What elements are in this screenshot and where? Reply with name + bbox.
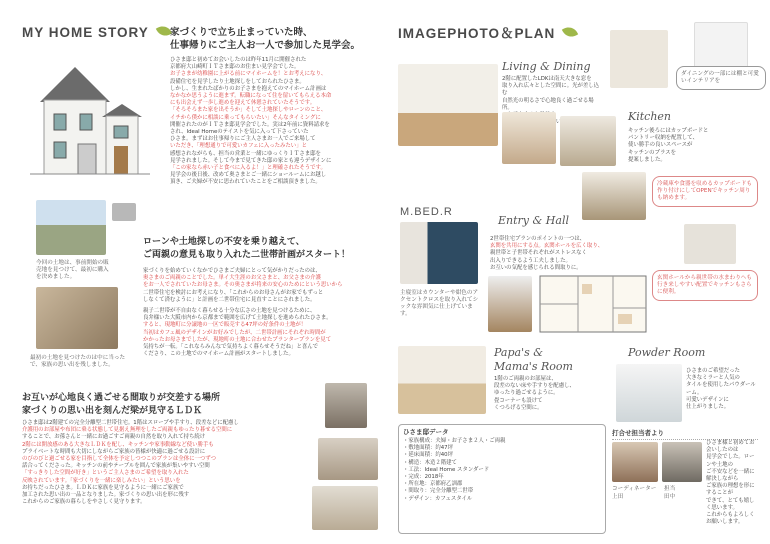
caption-land: 今回の土地は、事前開始の販売地を見つけて、最初に購入を決めました。 [36,260,109,280]
stair-photo [488,276,532,332]
mbed-text: 主寝室はカウンターや紺色のアクセントクロスを取り入れてシックな雰囲気に仕上げています。 [400,290,479,317]
house-illustration [30,62,150,182]
staff1-role: コーディネーター [612,486,657,492]
powder-text: ひさまのご希望だった 大きなミラーと人気の タイルを使用したパウダールーム。 可愛いデザインに 仕上がりました。 [686,368,756,411]
headline-2: 仕事帰りにご主人お一人で参加した見学会。 [170,40,361,51]
ldk-text: ひさま邸は2階建ての完全分離型二世帯住宅。1階はスロープや手すり、段差などに配慮し 介護用のお部屋や布団に乗る状態して見据え無理をしたご両親もゆったり暮せる空間に することで、お孫さんと一緒にお過ごすご両親の自然を取り入れて持ち続け 2階には開放感のある大きなＬＤＫを配し、キッチンや家事動線など使い勝手も プライベートな時間も大切にしながらご家族の皆様が快適に過ごせる設計に のびのびと過ごせる家を目指して全体を予定しつつこのプランは全体に一つずつ 話合ってくださった。キッチンの前やテーブルを囲んで家族が集いやすい空間 「すっきりした空間が好き」というご主人さまのご希望を取り入れた 反映されています。「家づくりを一緒に楽しみたい」という思いを お持ちだったひさま。ＬＤＫに家族を見守るように一緒にご家族で 加工された思い出の一品となりました。家づくりの思い出を形に残す これからのご家族の暮らしをやさしく見守ります。 [22,420,239,506]
loan-text: 家づくりを始めていくなかでひさまご夫婦にとって気がかりだったのは、 奥さまのご両親のことでした。単イ大生涯のお父さまと、お父さまの介護 をお一人でされていたお母さま。その奥さまが将来の安心のためにという思いから 二世帯住宅を検討にお考えになり、「これからのお母さんがお家でもずっと しなくて済むように」と計画を二世帯住宅に見直すことにされました。 親子二世帯が不自由なく暮らせる十分な広さの土地を見つけるために、 良弁様いた大阪市内から京都まで範囲を広げて土地探しを進められたひさま。 すると、現地町に分譲地の一区で販売する47坪の好条件の土地が！ 当初はカフェ風のデザインがお好みでしたが、二世帯計画にそれぞれ時間が かかったお母さまでしたが、現地町の土地に合わせたプランタープランを見て 気持ちが一転。「これならみんなで気持ちよく暮らせそうだね」と喜んで くださり、この土地でのマイホーム計画がスタートしました。 [143,268,343,358]
powder-photo [616,364,682,422]
ldk-headline-2: 家づくりの思い出を刻んだ梁が見守るＬＤＫ [22,406,203,416]
staff-box [612,428,758,532]
staff2-name: 田中 [664,494,676,500]
living-title: Living & Dining [502,60,591,73]
kitchen-title: Kitchen [628,110,671,123]
caption-family: 最初の土地を見つけたのは中に当ったで、家族の思い出を残しました。 [30,355,126,368]
intro-text: ひさま邸と初めてお会いしたのは昨年11月に開催された 京都府大山崎町ＩＴさま邸のお住まい見学会でした。 お子さまが幼稚園に上がる前にマイホームを！とお考えになり、 設備住宅を見学したり土地探しをしておられたひさま。 しかし、生まれたばかりのお子さまを抱えてのマイホーム計画は なかなか思うように進まず。転職になって住を留いてもらえる本命 にも出会えず一歩し進めを迎えて休憩されていたそうです。 「そろそろまた家を出そうか」そして土地探しやローンのこと、 イチから僕かに相談に乗ってもらいたい」そんなタイミングに 開催されたのがＩＴさま邸見学会でした。実は2年前に資料請求を され、Ideal Homeのテイストを気に入って下さっていた ひさま。まずはお仕事帰りにご主人さまお一人でご来場して いただき、「理想通りで可愛いカフェに入ったみたい」と 感想されながらも、担当の営業と一緒にゆっくりＩＴさま邸を 見学されました。そして今まで見てきた邸の家とも違うデザインに 「この家なら赤い子と食べに入るよ！」と理確されたそうです。 見学会の後日後、改めて奥さまとご一緒にショールームにお越し 頂き、ご夫婦が不安に思われていたことをご相談頂きました。 [170,57,332,186]
living-text: 2階に配置したLDKは南天大きな窓を 取り入れ広々とした空間に。光が差し込む 自然光の明るさで心地良く過ごせる場所。 [502,76,600,111]
kitchen-photo-2 [582,172,646,220]
family-photo [36,287,118,349]
living-photo [398,64,498,146]
headline-1: 家づくりで立ち止まっていた時、 [170,27,313,38]
leaf-icon [562,24,578,40]
papas-title-2: Mama's Room [494,360,573,373]
data-title: ひさま邸データ [403,428,449,436]
data-list: ・家族構成：夫婦・お子さま２人・ご両親 ・敷地面積：約47坪 ・延床面積：約40坪 ・構造：木造２階建て ・工法：Ideal Home スタンダード ・完成：2018年 ・所在地：京都府乙訓郡 ・間取り：完全分離型二世帯 ・デザイン：カフェスタイル [403,438,506,502]
entry-title: Entry & Hall [498,214,569,227]
entry-note: 玄関ホールから親世帯の水まわりへも行き来しやすい配置でキッチンもさらに便利。 [652,270,758,301]
papas-text: 1階のご両親のお部屋は、 段差のない床や手すりを配慮し、 ゆったり過ごせるように。 畳コーナーも設けて くつろげる空間に。 [494,376,575,411]
land-photo [36,200,106,255]
mbed-title: M.BED.R [400,206,453,218]
papas-title-1: Papa's & [494,346,544,359]
entry-text: 2世帯住宅プランのポイントの一つは、 玄関を共用にする点。玄関ホールを広く取り、 親世帯と子世帯それぞれがストレスなく 出入りできるよう工夫しました。 お互いの気配を感じられる間取りに。 [490,236,604,271]
ldk-photo-2 [318,438,378,480]
papas-room-photo [398,346,486,414]
left-title-group [22,22,170,41]
page-title-my-home-story: MY HOME STORY [22,25,149,40]
staff-photo-2 [662,442,702,482]
staff-text: ひさま様と初めてお会いしたのは 見学会でした。ローンや土地の ご不安などを一緒に解決しながら ご家族の理想を形にすることが できて、とても嬉しく思います。 これからもよろしくお願いします。 [706,440,755,526]
staff-photo-1 [612,442,658,482]
staff-title: 打合せ担当者より [612,429,664,437]
staff2-role: 担当 [664,486,676,492]
ldk-photo-1 [325,383,367,428]
loan-headline-2: ご両親の意見も取り入れた二世帯計画がスタート！ [143,250,351,260]
powder-title: Powder Room [628,346,706,359]
dining-photo [502,112,556,164]
home-data-box [398,424,606,534]
kitchen-text: キッチン後ろにはカップボードと パントリー収納を配置して、 使い勝手の良いスペースが キッチンのプラスを 提案しました。 [628,128,709,163]
kitchen-note: 冷蔵庫や食器を収めるカップボードも作り付けにしてOPENでキッチン周りも納めます。 [652,176,758,207]
ldk-photo-3 [312,486,378,530]
wall-decor-photo [610,30,668,88]
living-note: ダイニングの一部には棚と可愛いインテリアを [676,66,766,90]
staff1-name: 上田 [612,494,624,500]
kitchen-photo-1 [560,116,616,166]
ldk-headline-1: お互いが心地良く過ごせる間取りが交差する場所 [22,393,221,403]
loan-headline-1: ローンや土地探しの不安を乗り越えて、 [143,237,305,247]
bedroom-photo [400,222,478,284]
thumb-photo [112,203,136,221]
page-title-imagephoto: IMAGEPHOTO＆PLAN [398,26,556,41]
floor-plan [538,274,648,334]
right-title-group [398,22,576,42]
lamp-photo [694,22,748,68]
entry-photo-1 [684,224,736,264]
